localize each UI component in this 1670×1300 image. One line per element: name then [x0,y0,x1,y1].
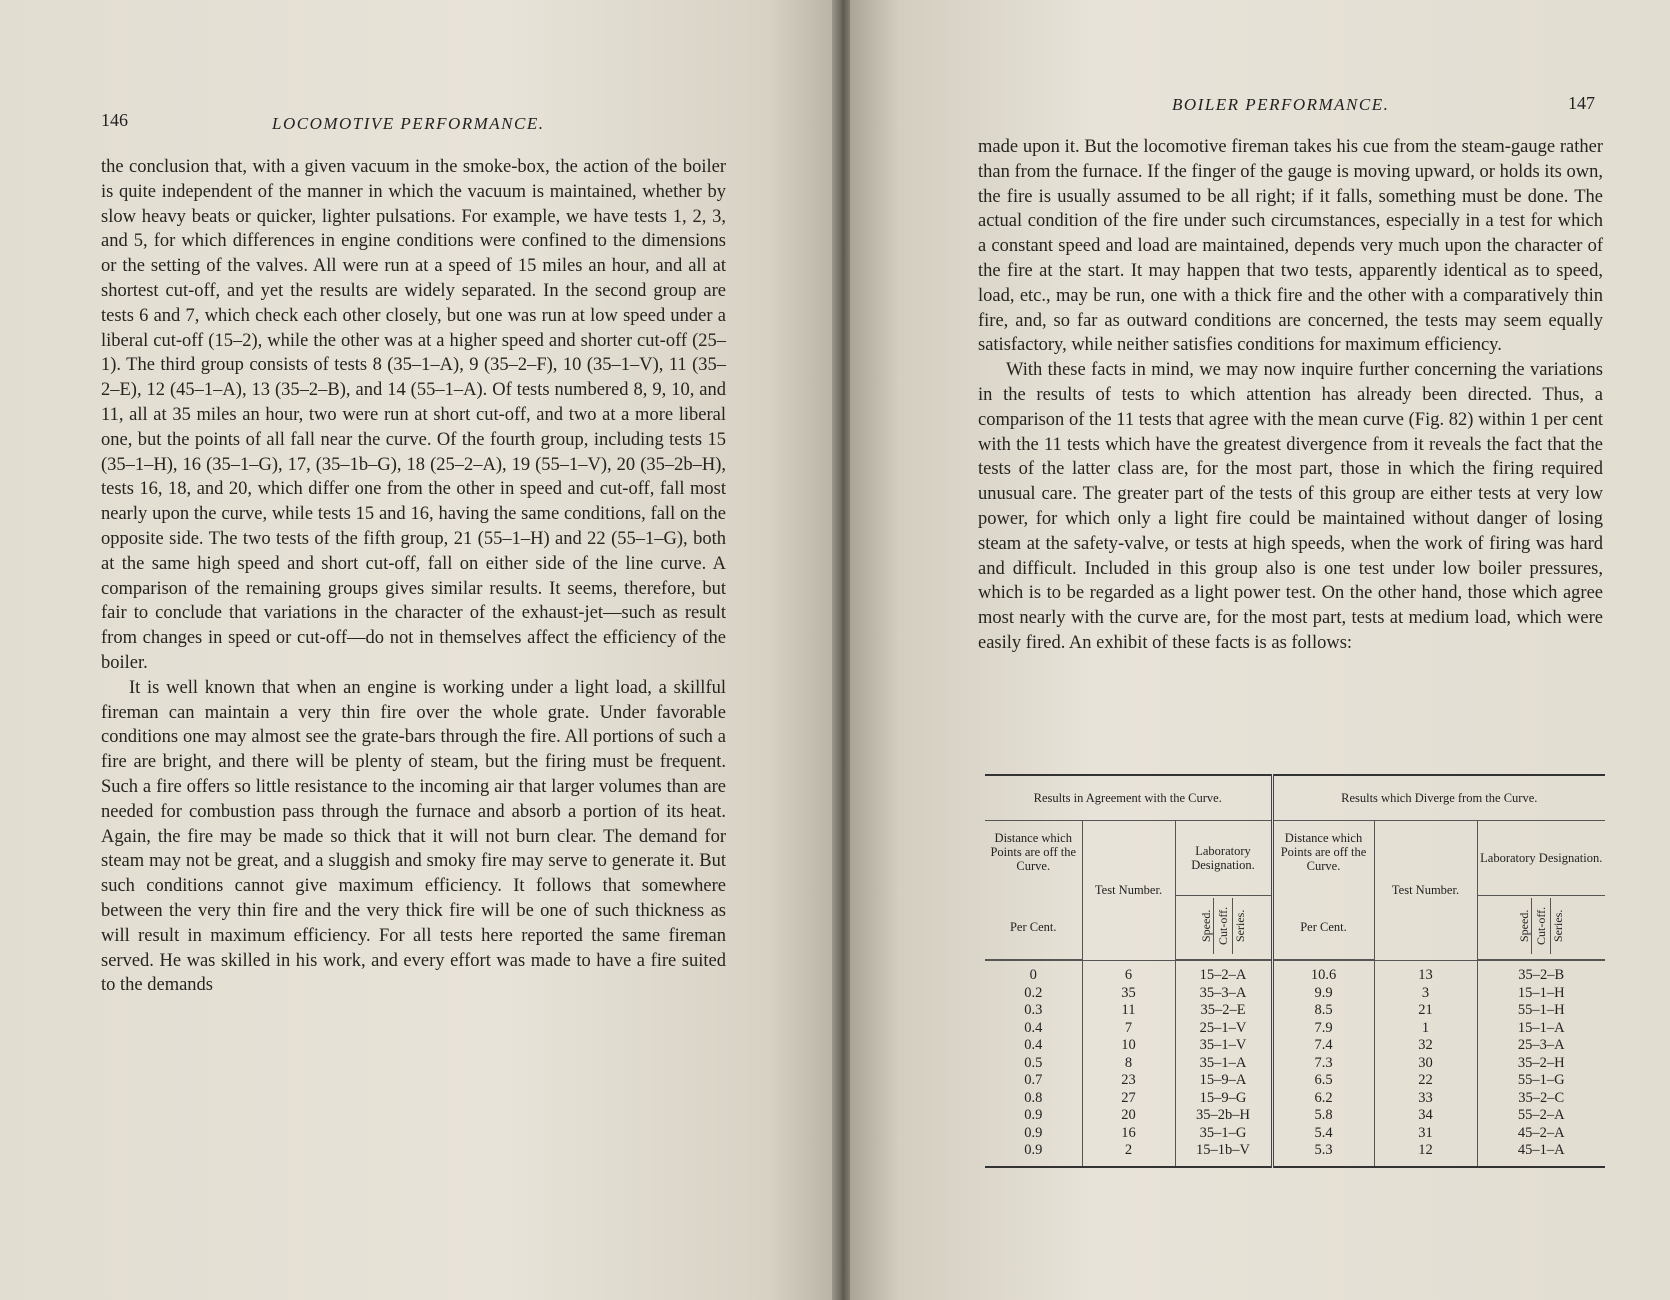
cell-diverge-test: 12 [1374,1142,1477,1160]
col-header-test-diverge: Test Number. [1374,821,1477,960]
results-table [985,774,1605,1168]
cell-diverge-lab: 15–1–A [1517,1019,1565,1036]
left-page-number: 146 [101,110,128,130]
right-body-text [978,135,1603,656]
table-row [985,1037,1605,1055]
cell-agree-test: 8 [1082,1055,1175,1073]
cell-agree-lab: 35–2–E [1175,1002,1272,1020]
sub-header-speed: Speed. [1199,909,1213,942]
cell-diverge-test: 34 [1374,1107,1477,1125]
cell-diverge-lab: 35–2–H [1517,1054,1565,1071]
cell-diverge-percent: 9.9 [1272,985,1374,1003]
table-row [985,1020,1605,1038]
right-paragraph-2: With these facts in mind, we may now inquire further concerning the variations in the results of tests to which attention has already been directed. Thus, a comparison of the 11 tests that agree with the mean curve (Fig. 82) within 1 per cent with the 11 tests which have the greatest divergence from it reveals the fact that the tests of the latter class are, for the most part, those in which the firing required unusual care. The greater part of the tests of this group are either tests at very low power, for which only a light fire could be maintained without danger of losing steam at the safety-valve, or tests at high speeds, when the work of firing was hard and difficult. Included in this group also is one test under low boiler pressures, which is to be regarded as a light power test. On the other hand, those which agree most nearly with the curve are, for the most part, tests at medium load, which were easily fired. An exhibit of these facts is as follows: [978,360,1603,653]
left-running-head: LOCOMOTIVE PERFORMANCE. [272,114,545,133]
table-body [985,961,1605,1167]
cell-agree-percent: 0 [985,967,1082,985]
cell-agree-lab: 35–3–A [1175,985,1272,1003]
cell-agree-lab: 25–1–V [1175,1020,1272,1038]
cell-agree-test: 27 [1082,1090,1175,1108]
table-row [985,1072,1605,1090]
table-row [985,1125,1605,1143]
cell-diverge-test: 33 [1374,1090,1477,1108]
cell-agree-lab: 15–9–A [1175,1072,1272,1090]
cell-diverge-percent: 6.2 [1272,1090,1374,1108]
cell-diverge-lab: 55–1–H [1517,1002,1565,1019]
table-row [985,1107,1605,1125]
table-row [985,1142,1605,1160]
cell-diverge-test: 21 [1374,1002,1477,1020]
cell-diverge-lab: 45–2–A [1517,1124,1565,1141]
cell-agree-test: 7 [1082,1020,1175,1038]
cell-agree-percent: 0.8 [985,1090,1082,1108]
table-row [985,967,1605,985]
cell-agree-lab: 35–1–A [1175,1055,1272,1073]
cell-diverge-lab: 35–2–C [1518,1089,1565,1106]
table-row [985,1090,1605,1108]
cell-diverge-percent: 5.3 [1272,1142,1374,1160]
left-body-text [101,155,726,998]
cell-agree-test: 6 [1082,967,1175,985]
cell-diverge-percent: 5.4 [1272,1125,1374,1143]
table-row [985,1002,1605,1020]
group-header-agree: Results in Agreement with the Curve. [985,775,1272,821]
group-header-diverge: Results which Diverge from the Curve. [1272,775,1605,821]
cell-agree-percent: 0.5 [985,1055,1082,1073]
col-header-distance-diverge: Distance which Points are off the Curve. [1272,821,1374,896]
cell-agree-lab: 15–2–A [1175,967,1272,985]
lab-subheaders-agree [1175,895,1272,960]
cell-diverge-test: 3 [1374,985,1477,1003]
left-paragraph-1: the conclusion that, with a given vacuum in the smoke-box, the action of the boiler is quite independent of the manner in which the vacuum is maintained, whether by slow heavy beats or quicker, lighter pulsations. For example, we have tests 1, 2, 3, and 5, for which differences in engine conditions were confined to the dimensions or the setting of the valves. All were run at a speed of 15 miles an hour, and all at shortest cut-off, and yet the results are widely separated. In the second group are tests 6 and 7, which check each other closely, but one was run at low speed under a liberal cut-off (15–2), while the other was at a higher speed and shorter cut-off (25–1). The third group consists of tests 8 (35–1–A), 9 (35–2–F), 10 (35–1–V), 11 (35–2–E), 12 (45–1–A), 13 (35–2–B), and 14 (55–1–A). Of tests numbered 8, 9, 10, and 11, all at 35 miles an hour, two were run at short cut-off, and two at a more liberal one, but the points of all fall near the curve. Of the fourth group, including tests 15 (35–1–H), 16 (35–1–G), 17, (35–1b–G), 18 (25–2–A), 19 (55–1–V), 20 (35–2b–H), tests 16, 18, and 20, which differ one from the other in speed and cut-off, fall most nearly upon the curve, while tests 15 and 16, having the same conditions, fall on the opposite side. The two tests of the fifth group, 21 (55–1–H) and 22 (55–1–G), both at the same high speed and short cut-off, fall on either side of the line curve. A comparison of the remaining groups gives similar results. It seems, therefore, but fair to conclude that variations in the character of the exhaust-jet—such as result from changes in speed or cut-off—do not in themselves affect the efficiency of the boiler. [101,157,726,673]
cell-agree-percent: 0.4 [985,1037,1082,1055]
cell-agree-test: 20 [1082,1107,1175,1125]
cell-diverge-lab: 55–1–G [1517,1072,1565,1089]
cell-diverge-test: 22 [1374,1072,1477,1090]
cell-diverge-test: 31 [1374,1125,1477,1143]
cell-agree-percent: 0.9 [985,1125,1082,1143]
lab-subheaders-diverge [1477,895,1605,960]
sub-header-series: Series. [1551,909,1566,942]
left-paragraph-2: It is well known that when an engine is working under a light load, a skillful fireman can maintain a very thin fire over the whole grate. Under favorable conditions one may almost see the grate-bars through the fire. All portions of such a fire are bright, and there will be plenty of steam, but the firing must be frequent. Such a fire offers so little resistance to the incoming air that larger volumes than are needed for combustion pass through the furnace and absorb a portion of its heat. Again, the fire may be made so thick that it will not burn clear. The demand for steam may not be great, and a sluggish and smoky fire may serve to generate it. But such conditions cannot give maximum efficiency. It follows that somewhere between the very thin fire and the very thick fire will be one of such thickness as will result in maximum efficiency. For all tests here reported the same fireman served. He was skilled in his work, and every effort was made to have a fire suited to the demands [101,677,726,996]
cell-agree-percent: 0.9 [985,1107,1082,1125]
col-header-lab-agree: Laboratory Designation. [1175,821,1272,896]
cell-diverge-percent: 7.4 [1272,1037,1374,1055]
cell-agree-test: 16 [1082,1125,1175,1143]
cell-agree-lab: 35–1–G [1175,1125,1272,1143]
cell-agree-lab: 15–1b–V [1175,1142,1272,1160]
cell-diverge-test: 1 [1374,1020,1477,1038]
col-header-lab-diverge: Laboratory Designation. [1477,821,1605,896]
cell-agree-lab: 35–1–V [1175,1037,1272,1055]
cell-agree-test: 10 [1082,1037,1175,1055]
cell-agree-lab: 15–9–G [1175,1090,1272,1108]
cell-diverge-lab: 45–1–A [1517,1142,1565,1159]
cell-diverge-percent: 6.5 [1272,1072,1374,1090]
sub-header-series: Series. [1233,909,1247,942]
cell-diverge-lab: 15–1–H [1517,984,1565,1001]
cell-agree-percent: 0.9 [985,1142,1082,1160]
col-header-distance-agree: Distance which Points are off the Curve. [985,821,1082,896]
sub-header-speed: Speed. [1517,909,1532,942]
cell-agree-percent: 0.7 [985,1072,1082,1090]
table-row [985,985,1605,1003]
cell-diverge-test: 32 [1374,1037,1477,1055]
cell-agree-percent: 0.4 [985,1020,1082,1038]
sub-header-cutoff: Cut-off. [1213,898,1233,954]
cell-agree-lab: 35–2b–H [1175,1107,1272,1125]
cell-agree-test: 11 [1082,1002,1175,1020]
cell-agree-percent: 0.3 [985,1002,1082,1020]
right-running-head: BOILER PERFORMANCE. [1172,95,1390,114]
cell-diverge-percent: 7.9 [1272,1020,1374,1038]
cell-diverge-percent: 5.8 [1272,1107,1374,1125]
cell-diverge-lab: 55–2–A [1517,1107,1565,1124]
cell-diverge-lab: 25–3–A [1517,1037,1565,1054]
cell-diverge-test: 30 [1374,1055,1477,1073]
cell-agree-test: 35 [1082,985,1175,1003]
col-header-percent-agree: Per Cent. [985,895,1082,960]
right-page-number: 147 [1568,93,1595,113]
cell-diverge-test: 13 [1374,967,1477,985]
cell-agree-percent: 0.2 [985,985,1082,1003]
cell-diverge-percent: 8.5 [1272,1002,1374,1020]
cell-diverge-percent: 7.3 [1272,1055,1374,1073]
table-row [985,1055,1605,1073]
col-header-test-agree: Test Number. [1082,821,1175,960]
cell-diverge-lab: 35–2–B [1518,967,1565,984]
book-gutter [832,0,852,1300]
sub-header-cutoff: Cut-off. [1531,898,1551,954]
cell-agree-test: 23 [1082,1072,1175,1090]
cell-diverge-percent: 10.6 [1272,967,1374,985]
right-paragraph-1: made upon it. But the locomotive fireman takes his cue from the steam-gauge rather than from the furnace. If the finger of the gauge is moving upward, or holds its own, the fire is usually assumed to be all right; if it falls, something must be done. The actual condition of the fire under such circumstances, especially in a test for which a constant speed and load are maintained, depends very much upon the character of the fire at the start. It may happen that two tests, apparently identical as to speed, load, etc., may be run, one with a thick fire and the other with a comparatively thin fire, and, so far as outward conditions are concerned, the tests may seem equally satisfactory, while neither satisfies conditions for maximum efficiency. [978,137,1603,356]
col-header-percent-diverge: Per Cent. [1272,895,1374,960]
cell-agree-test: 2 [1082,1142,1175,1160]
